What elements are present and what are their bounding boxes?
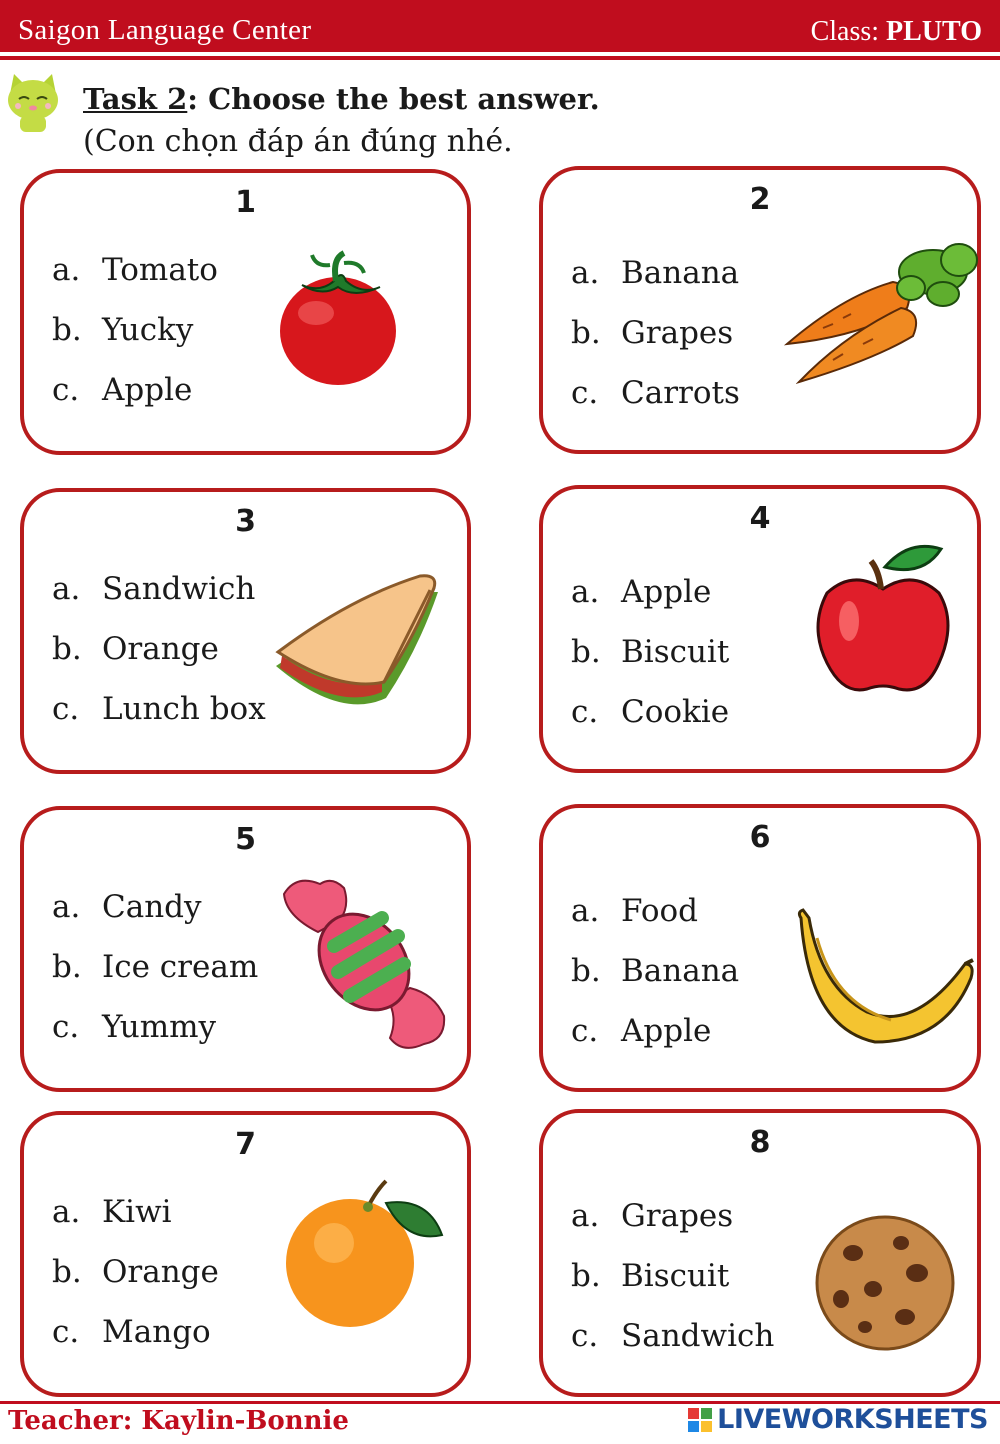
option-text: Orange <box>102 1254 219 1290</box>
option-text: Tomato <box>102 252 218 288</box>
option-text: Food <box>621 893 698 929</box>
question-card-8 <box>539 1109 981 1397</box>
option-letter: b. <box>571 315 601 351</box>
teacher-name: Teacher: Kaylin-Bonnie <box>8 1406 349 1436</box>
option-letter: c. <box>52 372 80 408</box>
answer-option-b[interactable] <box>52 312 193 348</box>
answer-option-b[interactable] <box>571 315 733 351</box>
tomato-icon <box>272 247 408 395</box>
question-number: 2 <box>749 182 771 217</box>
answer-option-a[interactable] <box>571 255 739 291</box>
option-text: Apple <box>621 574 712 610</box>
answer-option-c[interactable] <box>571 1013 711 1049</box>
answer-option-a[interactable] <box>52 1194 172 1230</box>
option-letter: a. <box>571 574 600 610</box>
answer-option-a[interactable] <box>52 571 255 607</box>
option-text: Biscuit <box>621 634 730 670</box>
answer-option-a[interactable] <box>52 252 218 288</box>
question-number: 4 <box>749 501 771 536</box>
option-letter: a. <box>52 1194 81 1230</box>
question-card-5 <box>20 806 471 1092</box>
option-letter: a. <box>571 893 600 929</box>
liveworksheets-logo-icon <box>687 1407 713 1433</box>
option-text: Carrots <box>621 375 740 411</box>
option-text: Ice cream <box>102 949 259 985</box>
question-number: 5 <box>235 822 256 857</box>
apple-icon <box>813 543 953 695</box>
option-text: Banana <box>621 953 740 989</box>
option-letter: c. <box>571 694 599 730</box>
question-number: 3 <box>235 504 256 539</box>
option-letter: b. <box>52 949 82 985</box>
option-letter: c. <box>52 1009 80 1045</box>
option-letter: a. <box>52 889 81 925</box>
question-card-6 <box>539 804 981 1092</box>
option-letter: c. <box>571 375 599 411</box>
answer-option-b[interactable] <box>52 1254 219 1290</box>
question-card-7 <box>20 1111 471 1397</box>
class-label: Class: <box>810 16 880 47</box>
option-text: Sandwich <box>621 1318 775 1354</box>
cat-mascot-icon <box>4 72 62 134</box>
option-letter: a. <box>571 255 600 291</box>
option-text: Yucky <box>102 312 194 348</box>
liveworksheets-brand[interactable] <box>687 1404 988 1435</box>
option-letter: b. <box>52 1254 82 1290</box>
question-number: 8 <box>749 1125 771 1160</box>
option-text: Lunch box <box>102 691 266 727</box>
answer-option-c[interactable] <box>52 372 192 408</box>
class-name: PLUTO <box>886 16 982 47</box>
option-letter: c. <box>571 1318 599 1354</box>
answer-option-a[interactable] <box>571 1198 733 1234</box>
option-text: Candy <box>102 889 202 925</box>
option-letter: b. <box>571 1258 601 1294</box>
option-text: Grapes <box>621 1198 734 1234</box>
answer-option-c[interactable] <box>52 691 266 727</box>
option-letter: b. <box>52 312 82 348</box>
option-text: Banana <box>621 255 740 291</box>
question-card-4 <box>539 485 981 773</box>
option-letter: a. <box>52 571 81 607</box>
option-text: Kiwi <box>102 1194 172 1230</box>
school-name: Saigon Language Center <box>18 14 312 46</box>
answer-option-b[interactable] <box>52 631 219 667</box>
answer-option-c[interactable] <box>52 1314 211 1350</box>
option-text: Apple <box>102 372 193 408</box>
option-letter: a. <box>52 252 81 288</box>
answer-option-a[interactable] <box>571 574 711 610</box>
answer-option-c[interactable] <box>571 694 729 730</box>
candy-icon <box>278 876 450 1052</box>
option-letter: c. <box>571 1013 599 1049</box>
option-text: Cookie <box>621 694 730 730</box>
answer-option-c[interactable] <box>571 375 740 411</box>
option-text: Apple <box>621 1013 712 1049</box>
question-card-3 <box>20 488 471 774</box>
answer-option-c[interactable] <box>52 1009 216 1045</box>
option-text: Orange <box>102 631 219 667</box>
option-letter: b. <box>571 634 601 670</box>
answer-option-c[interactable] <box>571 1318 774 1354</box>
option-letter: a. <box>571 1198 600 1234</box>
option-text: Grapes <box>621 315 734 351</box>
class-info <box>811 16 982 48</box>
answer-option-a[interactable] <box>52 889 202 925</box>
answer-option-b[interactable] <box>571 634 729 670</box>
question-number: 6 <box>749 820 771 855</box>
option-letter: b. <box>571 953 601 989</box>
question-number: 1 <box>235 185 256 220</box>
question-card-1 <box>20 169 471 455</box>
header-bar <box>0 0 1000 52</box>
sandwich-icon <box>270 570 446 710</box>
question-card-2 <box>539 166 981 454</box>
option-text: Mango <box>102 1314 211 1350</box>
answer-option-b[interactable] <box>52 949 258 985</box>
answer-option-b[interactable] <box>571 1258 729 1294</box>
option-letter: c. <box>52 1314 80 1350</box>
cookie-icon <box>813 1213 957 1353</box>
option-text: Biscuit <box>621 1258 730 1294</box>
question-number: 7 <box>235 1127 256 1162</box>
banana-icon <box>795 908 975 1048</box>
answer-option-b[interactable] <box>571 953 739 989</box>
option-letter: b. <box>52 631 82 667</box>
option-text: Yummy <box>102 1009 217 1045</box>
header-rule <box>0 56 1000 60</box>
task-label: Task 2 <box>83 82 188 116</box>
carrots-icon <box>783 236 983 386</box>
task-instruction: (Con chọn đáp án đúng nhé. <box>83 124 513 159</box>
answer-option-a[interactable] <box>571 893 698 929</box>
option-text: Sandwich <box>102 571 256 607</box>
task-title: : Choose the best answer. <box>187 82 600 116</box>
brand-text: LIVEWORKSHEETS <box>717 1404 988 1435</box>
orange-icon <box>278 1177 450 1329</box>
option-letter: c. <box>52 691 80 727</box>
task-heading <box>83 82 600 116</box>
